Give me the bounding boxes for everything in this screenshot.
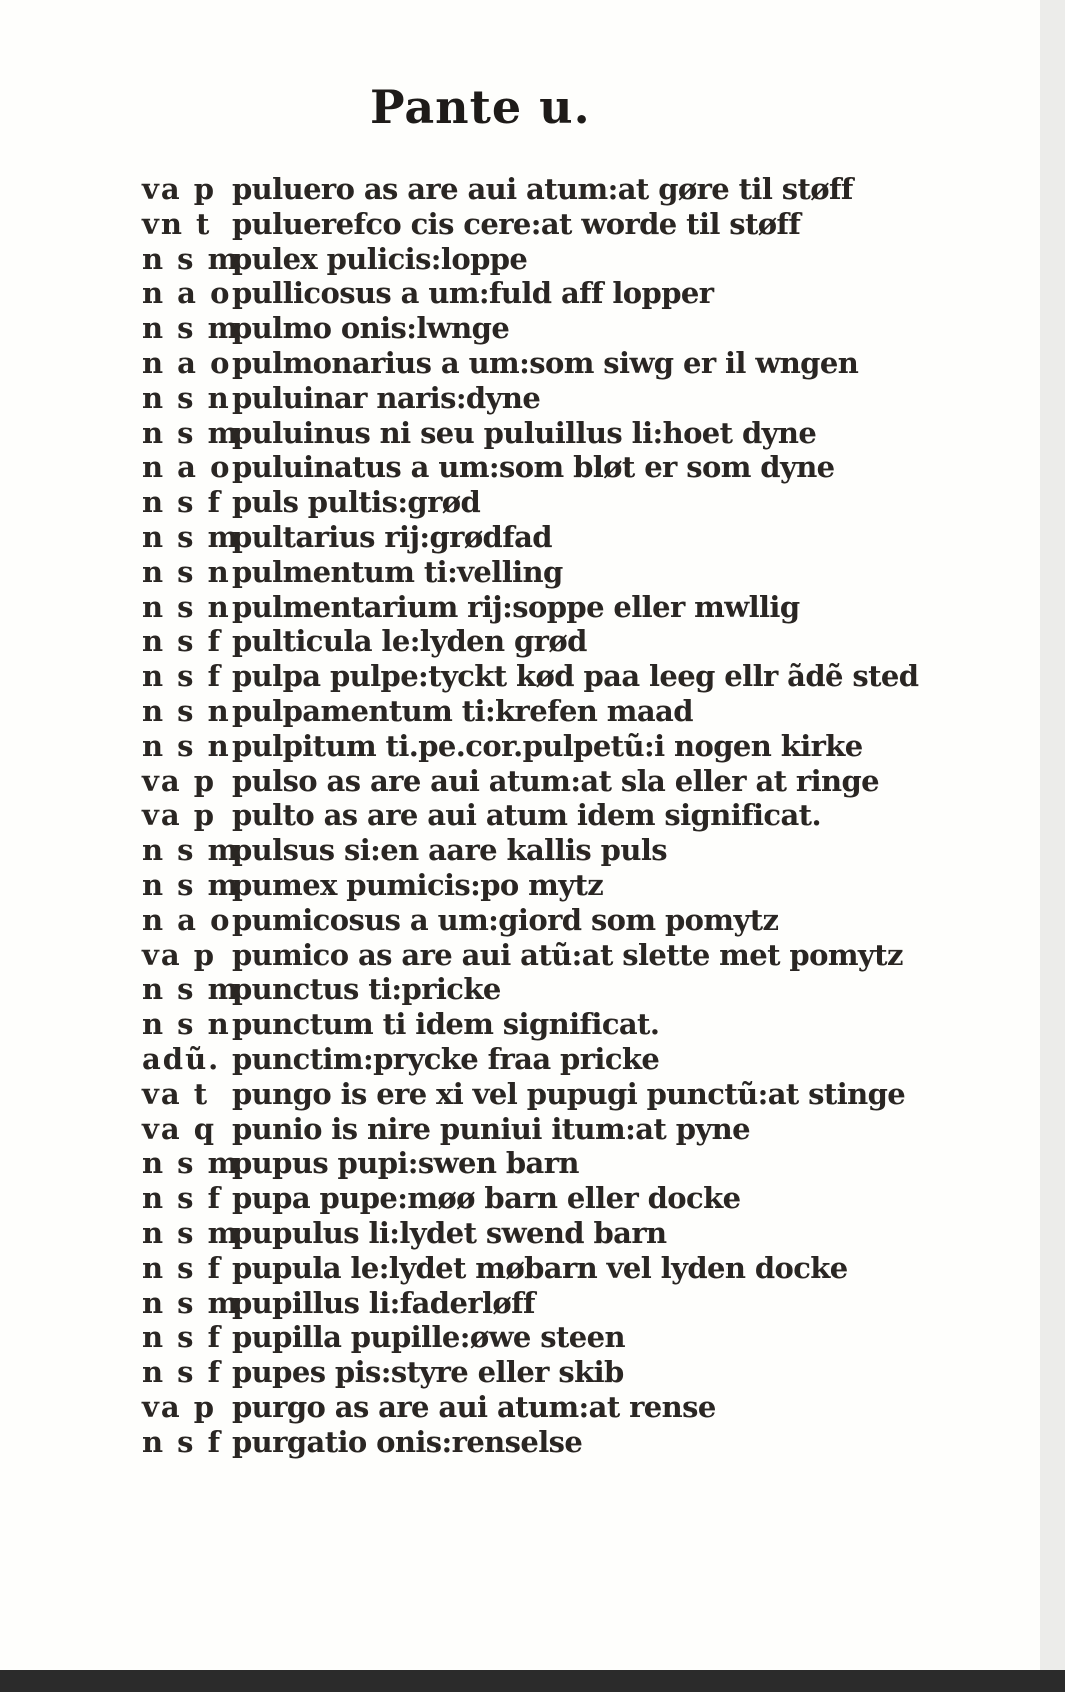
grammar-code: n s f — [142, 485, 223, 520]
dictionary-entry — [142, 381, 1022, 416]
entry-text: puluerefco cis cere:at worde til støff — [232, 206, 801, 241]
entry-text: pupus pupi:swen barn — [232, 1146, 579, 1181]
dictionary-entry — [142, 555, 1022, 590]
grammar-code: n s f — [142, 659, 223, 694]
entry-text: pulmo onis:lwnge — [232, 311, 510, 346]
dictionary-entry — [142, 659, 1022, 694]
entry-text: pupillus li:faderløff — [232, 1285, 535, 1320]
grammar-code: n s n — [142, 693, 231, 728]
dictionary-entry — [142, 1042, 1022, 1077]
dictionary-entry — [142, 485, 1022, 520]
entry-text: pupa pupe:møø barn eller docke — [232, 1181, 741, 1216]
scan-edge-right — [1040, 0, 1065, 1692]
grammar-code: n s m — [142, 241, 241, 276]
grammar-code: n s f — [142, 1250, 223, 1285]
entry-text: pumicosus a um:giord som pomytz — [232, 902, 779, 937]
grammar-code: n s f — [142, 1320, 223, 1355]
dictionary-entry — [142, 520, 1022, 555]
grammar-code: va p — [142, 1389, 217, 1424]
entry-text: punio is nire puniui itum:at pyne — [232, 1111, 750, 1146]
entry-text: pumex pumicis:po mytz — [232, 867, 604, 902]
entry-text: pulsus si:en aare kallis puls — [232, 833, 667, 868]
grammar-code: n s n — [142, 1007, 231, 1042]
dictionary-entry — [142, 903, 1022, 938]
dictionary-entry — [142, 1355, 1022, 1390]
grammar-code: n s m — [142, 972, 241, 1007]
dictionary-entry — [142, 729, 1022, 764]
grammar-code: n s n — [142, 554, 231, 589]
entry-text: pulto as are aui atum idem significat. — [232, 798, 821, 833]
dictionary-entries — [142, 172, 1022, 1459]
dictionary-entry — [142, 590, 1022, 625]
entry-text: pullicosus a um:fuld aff lopper — [232, 276, 714, 311]
entry-text: pulpitum ti.pe.cor.pulpetũ:i nogen kirke — [232, 728, 863, 763]
dictionary-entry — [142, 242, 1022, 277]
entry-text: pulmentum ti:velling — [232, 554, 563, 589]
dictionary-entry — [142, 311, 1022, 346]
entry-text: pulpamentum ti:krefen maad — [232, 693, 693, 728]
entry-text: puluinatus a um:som bløt er som dyne — [232, 450, 835, 485]
entry-text: pungo is ere xi vel pupugi punctũ:at stinge — [232, 1076, 906, 1111]
grammar-code: n s f — [142, 1355, 223, 1390]
entry-text: punctus ti:pricke — [232, 972, 501, 1007]
grammar-code: va p — [142, 798, 217, 833]
entry-text: punctim:prycke fraa pricke — [232, 1041, 660, 1076]
dictionary-entry — [142, 764, 1022, 799]
dictionary-entry — [142, 798, 1022, 833]
entry-text: punctum ti idem significat. — [232, 1007, 660, 1042]
grammar-code: va p — [142, 763, 217, 798]
entry-text: pupes pis:styre eller skib — [232, 1355, 624, 1390]
entry-text: pupula le:lydet møbarn vel lyden docke — [232, 1250, 848, 1285]
dictionary-entry — [142, 833, 1022, 868]
entry-text: pumico as are aui atũ:at slette met pomytz — [232, 937, 903, 972]
dictionary-entry — [142, 450, 1022, 485]
grammar-code: n s m — [142, 867, 241, 902]
dictionary-entry — [142, 172, 1022, 207]
entry-text: puluinus ni seu puluillus li:hoet dyne — [232, 415, 817, 450]
grammar-code: adũ. — [142, 1041, 221, 1076]
grammar-code: va t — [142, 1076, 210, 1111]
grammar-code: n s f — [142, 624, 223, 659]
dictionary-entry — [142, 1077, 1022, 1112]
grammar-code: va p — [142, 937, 217, 972]
entry-text: purgo as are aui atum:at rense — [232, 1389, 716, 1424]
grammar-code: n s m — [142, 1215, 241, 1250]
dictionary-entry — [142, 1112, 1022, 1147]
entry-text: pulticula le:lyden grød — [232, 624, 587, 659]
grammar-code: n a o — [142, 902, 232, 937]
entry-text: pulmonarius a um:som siwg er il wngen — [232, 345, 859, 380]
running-head: Pante u. — [370, 80, 591, 134]
grammar-code: va q — [142, 1111, 217, 1146]
grammar-code: n a o — [142, 450, 232, 485]
dictionary-entry — [142, 1425, 1022, 1460]
dictionary-entry — [142, 972, 1022, 1007]
grammar-code: n a o — [142, 345, 232, 380]
grammar-code: va p — [142, 172, 217, 206]
scan-edge-bottom — [0, 1670, 1065, 1692]
dictionary-entry — [142, 1146, 1022, 1181]
entry-text: purgatio onis:renselse — [232, 1424, 583, 1459]
grammar-code: n s m — [142, 519, 241, 554]
entry-text: pultarius rij:grødfad — [232, 519, 552, 554]
dictionary-entry — [142, 1390, 1022, 1425]
dictionary-entry — [142, 1216, 1022, 1251]
entry-text: pulex pulicis:loppe — [232, 241, 528, 276]
dictionary-entry — [142, 624, 1022, 659]
grammar-code: n s f — [142, 1181, 223, 1216]
dictionary-entry — [142, 1286, 1022, 1321]
dictionary-entry — [142, 1251, 1022, 1286]
grammar-code: n s m — [142, 833, 241, 868]
dictionary-entry — [142, 1320, 1022, 1355]
dictionary-entry — [142, 207, 1022, 242]
dictionary-entry — [142, 938, 1022, 973]
entry-text: pupulus li:lydet swend barn — [232, 1215, 667, 1250]
dictionary-entry — [142, 346, 1022, 381]
entry-text: puluero as are aui atum:at gøre til støff — [232, 172, 853, 206]
grammar-code: n s m — [142, 415, 241, 450]
dictionary-entry — [142, 694, 1022, 729]
entry-text: pulmentarium rij:soppe eller mwllig — [232, 589, 800, 624]
entry-text: puls pultis:grød — [232, 485, 481, 520]
grammar-code: n s n — [142, 380, 231, 415]
dictionary-entry — [142, 416, 1022, 451]
entry-text: pupilla pupille:øwe steen — [232, 1320, 625, 1355]
dictionary-entry — [142, 1181, 1022, 1216]
grammar-code: n a o — [142, 276, 232, 311]
grammar-code: n s f — [142, 1424, 223, 1459]
dictionary-entry — [142, 1007, 1022, 1042]
entry-text: pulpa pulpe:tyckt kød paa leeg ellr ãdẽ sted — [232, 659, 919, 694]
grammar-code: n s n — [142, 589, 231, 624]
grammar-code: n s m — [142, 311, 241, 346]
dictionary-entry — [142, 276, 1022, 311]
dictionary-entry — [142, 868, 1022, 903]
grammar-code: n s m — [142, 1146, 241, 1181]
entry-text: pulso as are aui atum:at sla eller at ringe — [232, 763, 880, 798]
entry-text: puluinar naris:dyne — [232, 380, 541, 415]
grammar-code: n s m — [142, 1285, 241, 1320]
grammar-code: n s n — [142, 728, 231, 763]
grammar-code: vn t — [142, 206, 212, 241]
